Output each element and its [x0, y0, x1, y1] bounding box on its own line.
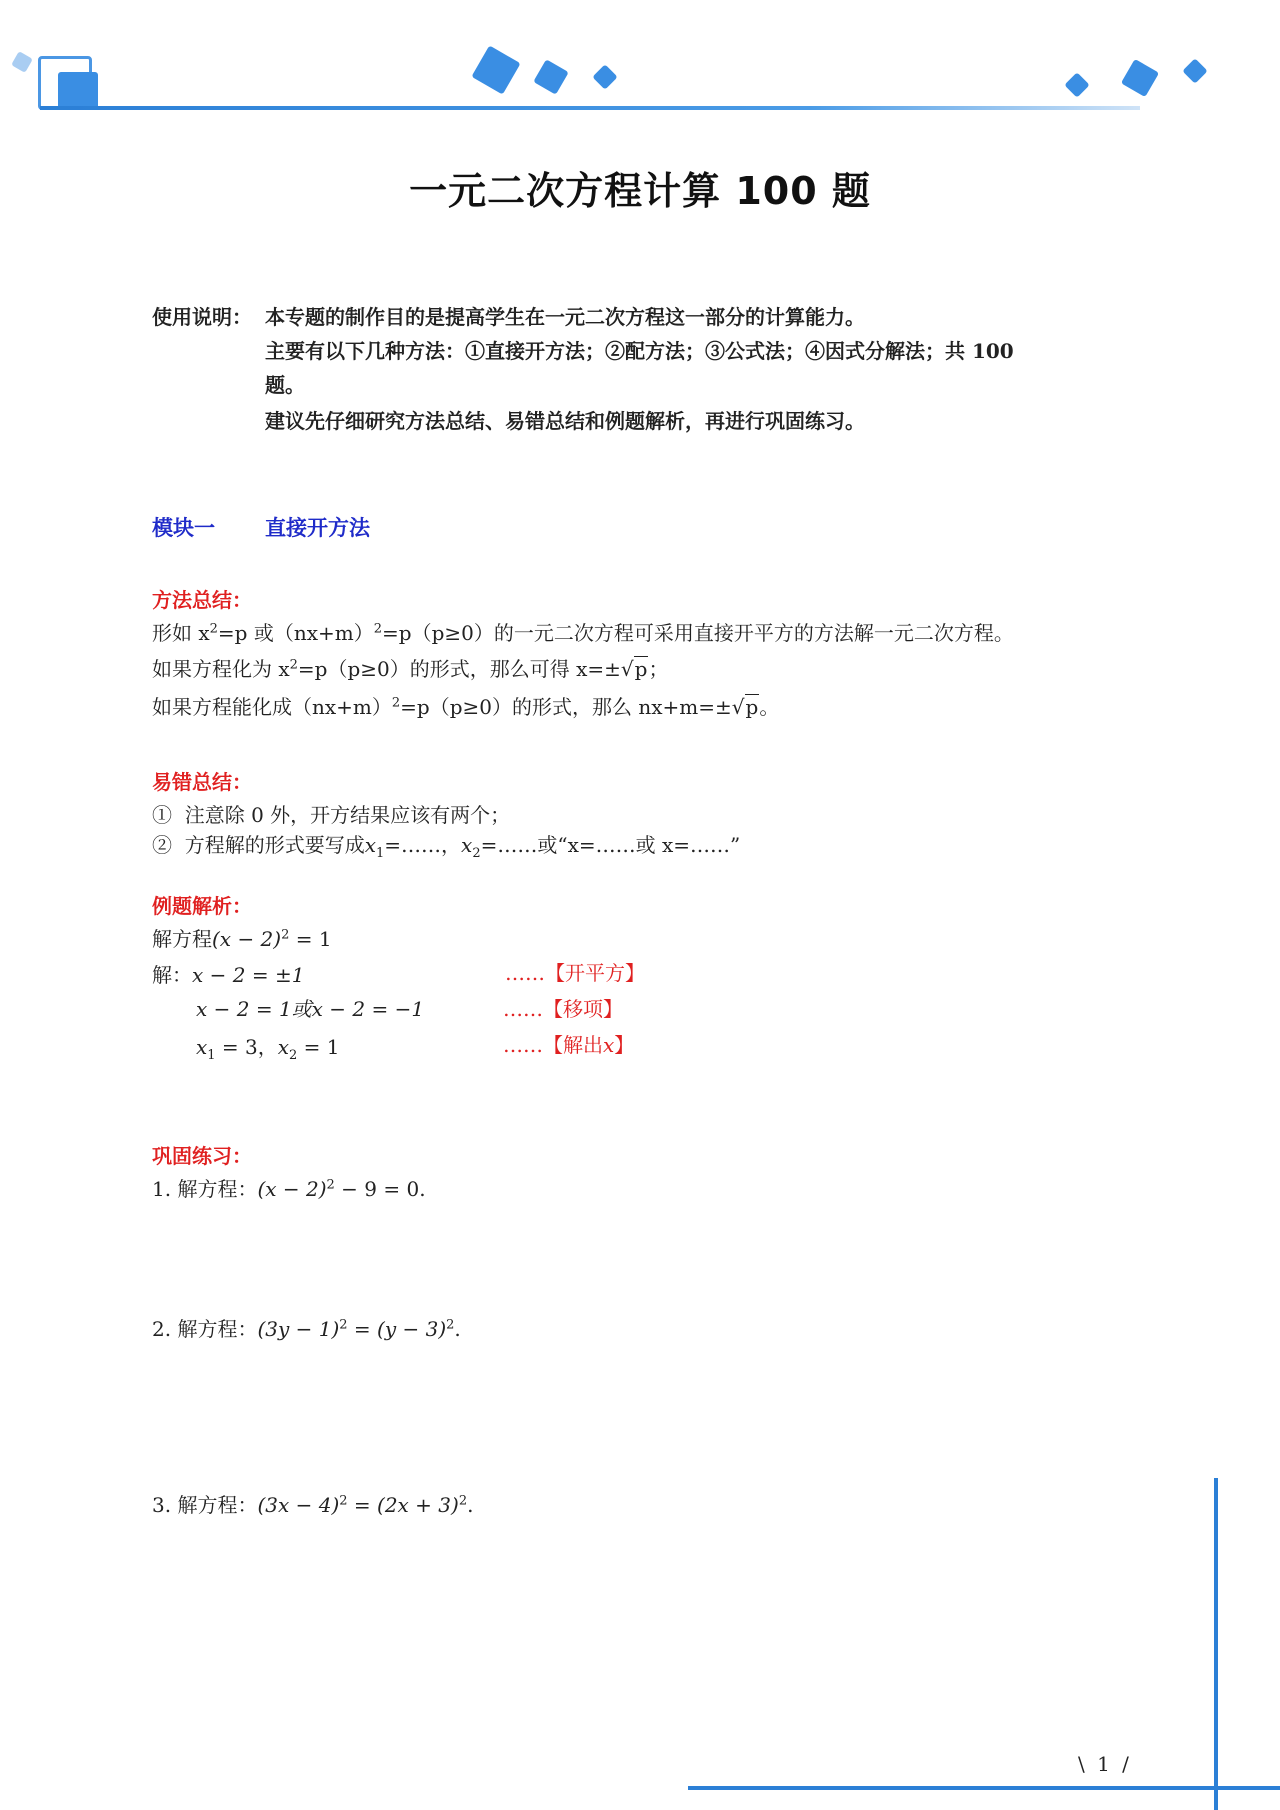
method-line-2: 如果方程化为 $x^2=p(p\ge 0)$的形式，那么可得 x=±√p；: [152, 652, 668, 686]
usage-label: 使用说明：: [152, 305, 252, 329]
diamond-icon: [592, 64, 617, 89]
practice-heading: 巩固练习：: [152, 1144, 252, 1168]
example-step-3-note: ……【解出x】: [503, 1033, 635, 1057]
bottom-frame-line: [688, 1786, 1280, 1790]
usage-line-3: 题。: [265, 373, 305, 397]
example-step-2-note: ……【移项】: [503, 997, 623, 1021]
usage-line-1: 本专题的制作目的是提高学生在一元二次方程这一部分的计算能力。: [265, 305, 865, 329]
square-root: √p: [620, 657, 648, 681]
example-step-1-note: ……【开平方】: [505, 961, 645, 985]
module-label: 模块一: [152, 515, 215, 540]
practice-problem-2: 2. 解方程：$(3y - 1)^2 = (y - 3)^2$.: [152, 1317, 461, 1341]
practice-problem-1: 1. 解方程：$(x - 2)^2 - 9 = 0$.: [152, 1177, 426, 1201]
practice-problem-3: 3. 解方程：$(3x - 4)^2 = (2x + 3)^2$.: [152, 1493, 474, 1517]
example-problem: 解方程$(x - 2)^2 = 1$: [152, 927, 332, 951]
diamond-icon: [1121, 59, 1159, 97]
page-number: \ 1 /: [1078, 1752, 1132, 1776]
error-item-2: ② 方程解的形式要写成$x_1=\dots\dots$，$x_2=\dots\dots$或“x=……或 x=……”: [152, 833, 741, 861]
diamond-icon: [1182, 58, 1207, 83]
diamond-icon: [1064, 72, 1089, 97]
usage-line-4: 建议先仔细研究方法总结、易错总结和例题解析，再进行巩固练习。: [265, 409, 865, 433]
page-title: 一元二次方程计算 100 题: [409, 169, 871, 213]
method-line-1: 形如 $x^2=p$ 或$(nx+m)^2=p(p\ge 0)$的一元二次方程可采用直接开平方的方法解一元二次方程。: [152, 621, 1014, 645]
filled-square-icon: [58, 72, 98, 110]
usage-line-2: 主要有以下几种方法：①直接开方法；②配方法；③公式法；④因式分解法；共 100: [265, 339, 1014, 363]
diamond-icon: [471, 45, 520, 94]
header-decoration: [0, 0, 1280, 120]
example-heading: 例题解析：: [152, 894, 252, 918]
right-frame-line: [1214, 1478, 1218, 1810]
diamond-icon: [533, 59, 569, 95]
error-item-1: ① 注意除 0 外，开方结果应该有两个；: [152, 803, 511, 827]
example-step-3: $x_1 = 3$，$x_2 = 1$: [196, 1035, 340, 1063]
method-heading: 方法总结：: [152, 588, 252, 612]
errors-heading: 易错总结：: [152, 770, 252, 794]
module-name: 直接开方法: [265, 515, 370, 540]
method-line-3: 如果方程能化成$(nx+m)^2=p(p\ge 0)$的形式，那么 nx+m=±√p。: [152, 690, 779, 724]
small-square-icon: [11, 51, 33, 73]
header-rule: [40, 106, 1140, 110]
square-root: √p: [731, 695, 759, 719]
example-step-1: 解：x − 2 = ±1: [152, 963, 305, 987]
example-step-2: x − 2 = 1或x − 2 = −1: [196, 997, 425, 1021]
